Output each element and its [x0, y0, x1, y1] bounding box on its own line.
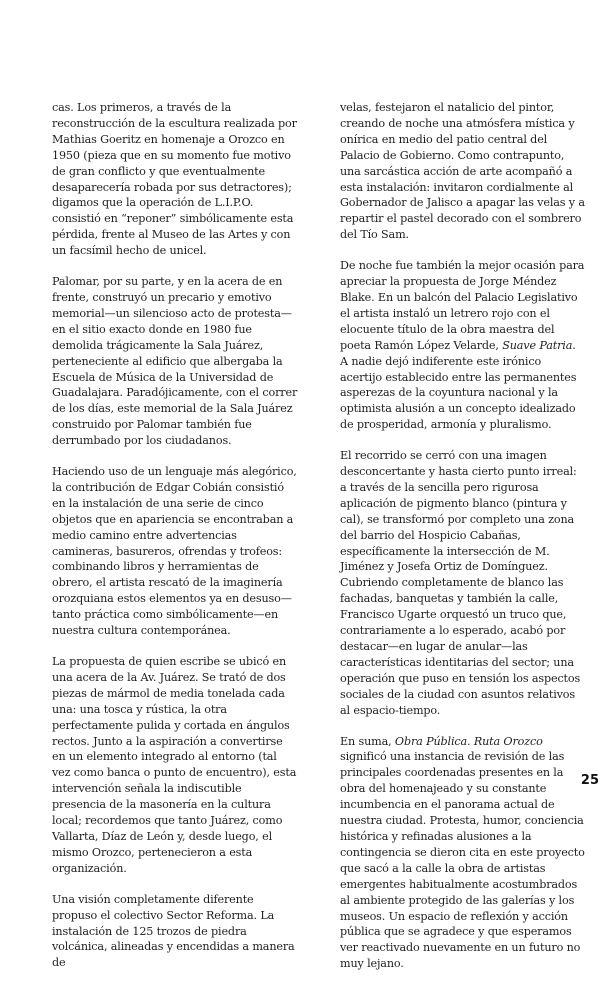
paragraph: Haciendo uso de un lenguaje más alegórico, la contribución de Edgar Cobián consistió en la instalación de una serie de cinco objetos que en apariencia se encontraban a medio camino entre advertencias camineras, basureros, ofrendas y trofeos: combinando libros y herramientas de obrero, el artista rescató de la imaginería orozquiana estos elementos ya en desuso—tanto práctica como simbólicamente—en nuestra cultura contemporánea. — [52, 465, 297, 638]
project-title: Obra Pública. Ruta Orozco — [394, 734, 543, 748]
paragraph: El recorrido se cerró con una imagen desconcertante y hasta cierto punto irreal: a través de la sencilla pero rigurosa aplicación de pigmento blanco (pintura y cal), se transformó por completo una zona del barrio del Hospicio Cabañas, específicamente la intersección de M. Jiménez y Josefa Ortiz de Domínguez. Cubriendo completamente de blanco las fachadas, banquetas y también la calle, Francisco Ugarte orquestó un truco que, contrariamente a lo esperado, acabó por destacar—en lugar de anular—las características identitarias del sector; una operación que puso en tensión los aspectos sociales de la ciudad con asuntos relativos al espacio-tiempo. — [340, 449, 581, 717]
paragraph-text: De noche fue también la mejor ocasión para apreciar la propuesta de Jorge Méndez Blake. En un balcón del Palacio Legislativo el artista instaló un letrero rojo con el elocuente título de la obra maestra del poeta Ramón López Velarde, — [340, 259, 585, 352]
paragraph: velas, festejaron el natalicio del pintor, creando de noche una atmósfera mística y onírica en medio del patio central del Palacio de Gobierno. Como contrapunto, una sarcástica acción de arte acompañó a esta instalación: invitaron cordialmente al Gobernador de Jalisco a apagar las velas y a repartir el pastel decorado con el sombrero del Tío Sam. — [340, 101, 585, 242]
paragraph: Palomar, por su parte, y en la acera de en frente, construyó un precario y emotivo memorial—un silencioso acto de protesta—en el sitio exacto donde en 1980 fue demolida trágicamente la Sala Juárez, perteneciente al edificio que albergaba la Escuela de Música de la Universidad de Guadalajara. Paradójicamente, con el correr de los días, este memorial de la Sala Juárez construido por Palomar también fue derrumbado por los ciudadanos. — [52, 275, 298, 448]
work-title: Suave Patria — [502, 338, 573, 352]
paragraph: La propuesta de quien escribe se ubicó en una acera de la Av. Juárez. Se trató de dos piezas de mármol de media tonelada cada una: una tosca y rústica, la otra perfectamente pulida y cortada en ángulos rectos. Junto a la aspiración a convertirse en un elemento integrado al entorno (tal vez como banca o punto de encuentro), esta intervención señala la indiscutible presencia de la masonería en la cultura local; recordemos que tanto Juárez, como Vallarta, Díaz de León y, desde luego, el mismo Orozco, pertenecieron a esta organización. — [52, 655, 297, 875]
paragraph — [340, 258, 586, 433]
paragraph-text: En suma, — [340, 734, 395, 748]
left-column — [52, 100, 298, 986]
paragraph — [340, 734, 586, 973]
right-column — [340, 100, 586, 987]
paragraph: cas. Los primeros, a través de la reconstrucción de la escultura realizada por Mathias Goeritz en homenaje a Orozco en 1950 (pieza que en su momento fue motivo de gran conflicto y que eventualmente desaparecería robada por sus detractores); digamos que la operación de L.I.P.O. consistió en “reponer” simbólicamente esta pérdida, frente al Museo de las Artes y con un facsímil hecho de unicel. — [52, 101, 297, 258]
paragraph-text: significó una instancia de revisión de las principales coordenadas presentes en la obra del homenajeado y su constante incumbencia en el panorama actual de nuestra ciudad. Protesta, humor, conciencia histórica y refinadas alusiones a la contingencia se dieron cita en este proyecto que sacó a la calle la obra de artistas emergentes habitualmente acostumbrados al ambiente protegido de las galerías y los museos. Un espacio de reflexión y acción pública que se agradece y que esperamos ver reactivado nuevamente en un futuro no muy lejano. — [340, 750, 585, 971]
page-number: 25 — [580, 773, 599, 788]
paragraph: Una visión completamente diferente propuso el colectivo Sector Reforma. La instalación de 125 trozos de piedra volcánica, alineadas y encendidas a manera de — [52, 892, 295, 970]
paragraph-text: . A nadie dejó indiferente este irónico acertijo establecido entre las permanentes asperezas de la coyuntura nacional y la optimista alusión a un concepto idealizado de prosperidad, armonía y pluralismo. — [340, 338, 577, 432]
